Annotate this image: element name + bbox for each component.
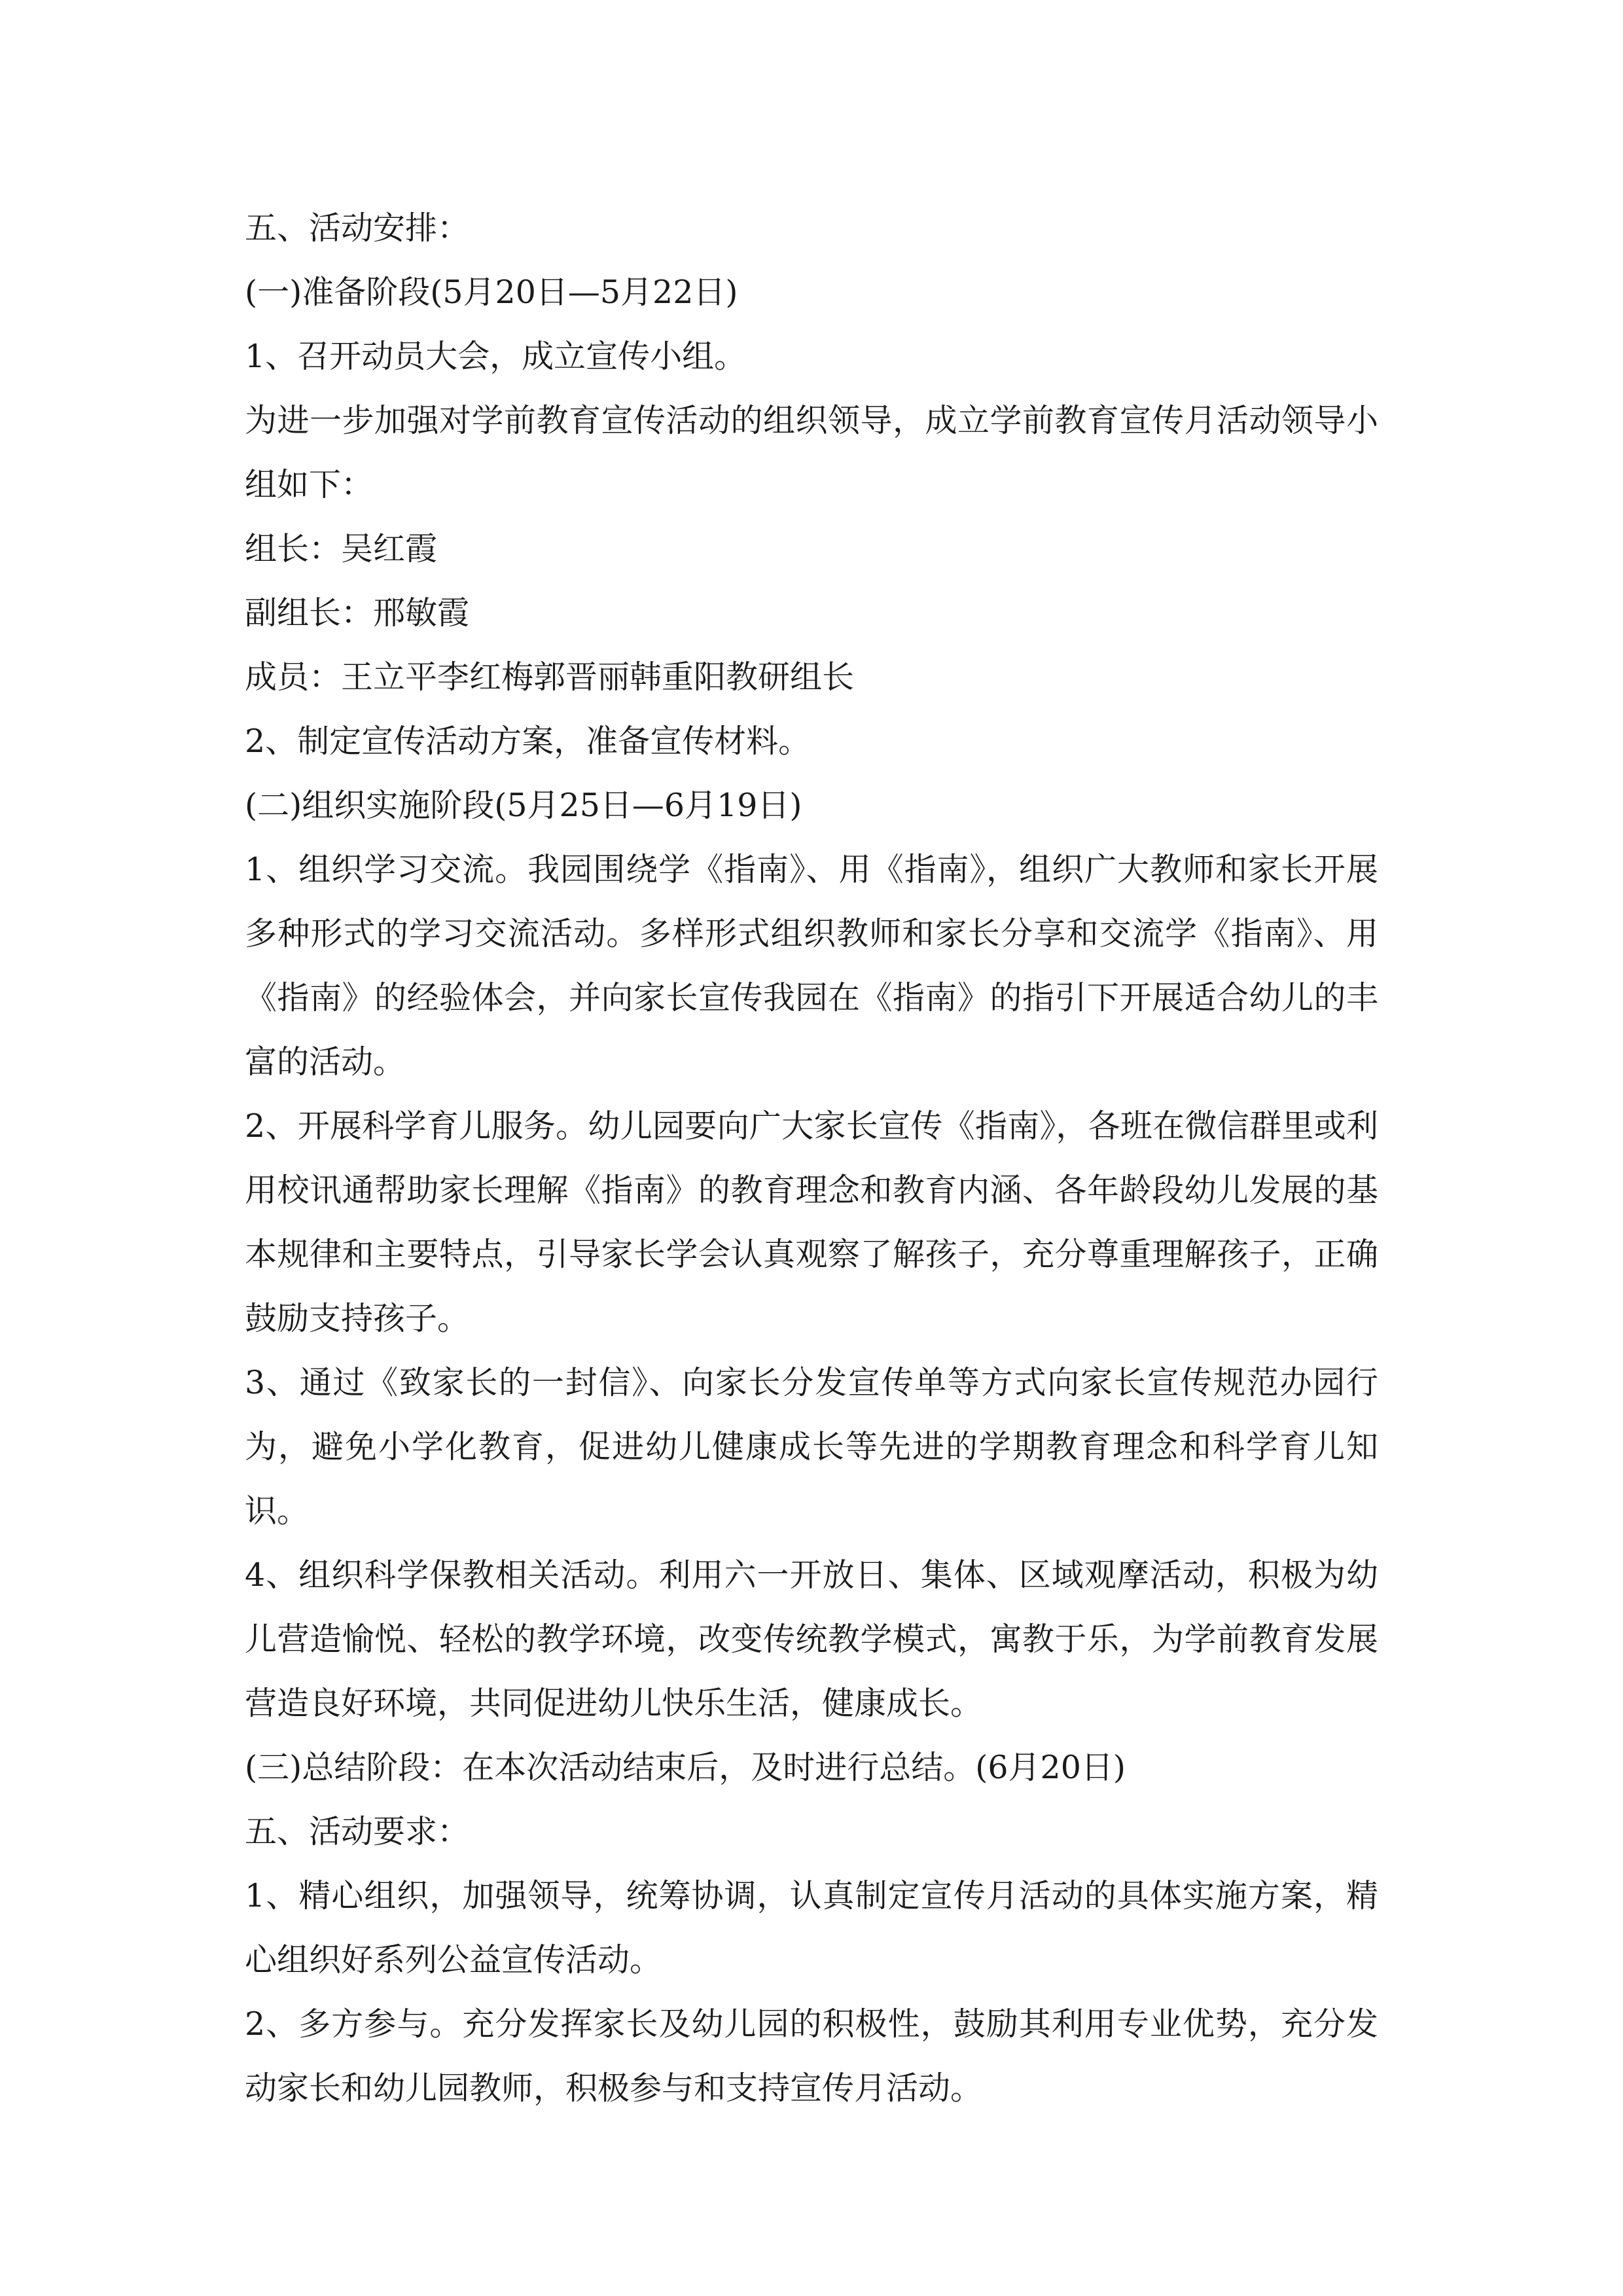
list-item: 1、召开动员大会，成立宣传小组。 [245,338,747,375]
section-heading-activity-arrangement: 五、活动安排： [245,209,470,247]
list-item: 2、开展科学育儿服务。幼儿园要向广大家长宣传《指南》，各班在微信群里或利用校讯通帮助家长理解《指南》的教育理念和教育内涵、各年龄段幼儿发展的基本规律和主要特点，引导家长学会认真观察了解孩子，充分尊重理解孩子，正确鼓励支持孩子。 [245,1107,1378,1337]
phase-heading-summary: (三)总结阶段：在本次活动结束后，及时进行总结。(6月20日) [245,1749,1126,1786]
document-body [245,196,1378,2121]
phase-heading-preparation: (一)准备阶段(5月20日—5月22日) [245,274,738,311]
list-item: 1、精心组织，加强领导，统筹协调，认真制定宣传月活动的具体实施方案，精心组织好系列公益宣传活动。 [245,1877,1378,1979]
deputy-leader-line: 副组长：邢敏霞 [245,594,470,632]
group-leader-line: 组长：吴红霞 [245,530,438,567]
list-item: 2、制定宣传活动方案，准备宣传材料。 [245,723,811,760]
list-item: 1、组织学习交流。我园围绕学《指南》、用《指南》，组织广大教师和家长开展多种形式的学习交流活动。多样形式组织教师和家长分享和交流学《指南》、用《指南》的经验体会，并向家长宣传我园在《指南》的指引下开展适合幼儿的丰富的活动。 [245,851,1378,1081]
phase-heading-implementation: (二)组织实施阶段(5月25日—6月19日) [245,787,802,824]
paragraph-leadership-group: 为进一步加强对学前教育宣传活动的组织领导，成立学前教育宣传月活动领导小组如下： [245,402,1378,503]
list-item: 2、多方参与。充分发挥家长及幼儿园的积极性，鼓励其利用专业优势，充分发动家长和幼儿园教师，积极参与和支持宣传月活动。 [245,2005,1378,2107]
section-heading-activity-requirements: 五、活动要求： [245,1813,470,1850]
list-item: 4、组织科学保教相关活动。利用六一开放日、集体、区域观摩活动，积极为幼儿营造愉悦、轻松的教学环境，改变传统教学模式，寓教于乐，为学前教育发展营造良好环境，共同促进幼儿快乐生活，健康成长。 [245,1556,1378,1722]
members-line: 成员：王立平李红梅郭晋丽韩重阳教研组长 [245,658,855,696]
list-item: 3、通过《致家长的一封信》、向家长分发宣传单等方式向家长宣传规范办园行为，避免小学化教育，促进幼儿健康成长等先进的学期教育理念和科学育儿知识。 [245,1364,1378,1530]
